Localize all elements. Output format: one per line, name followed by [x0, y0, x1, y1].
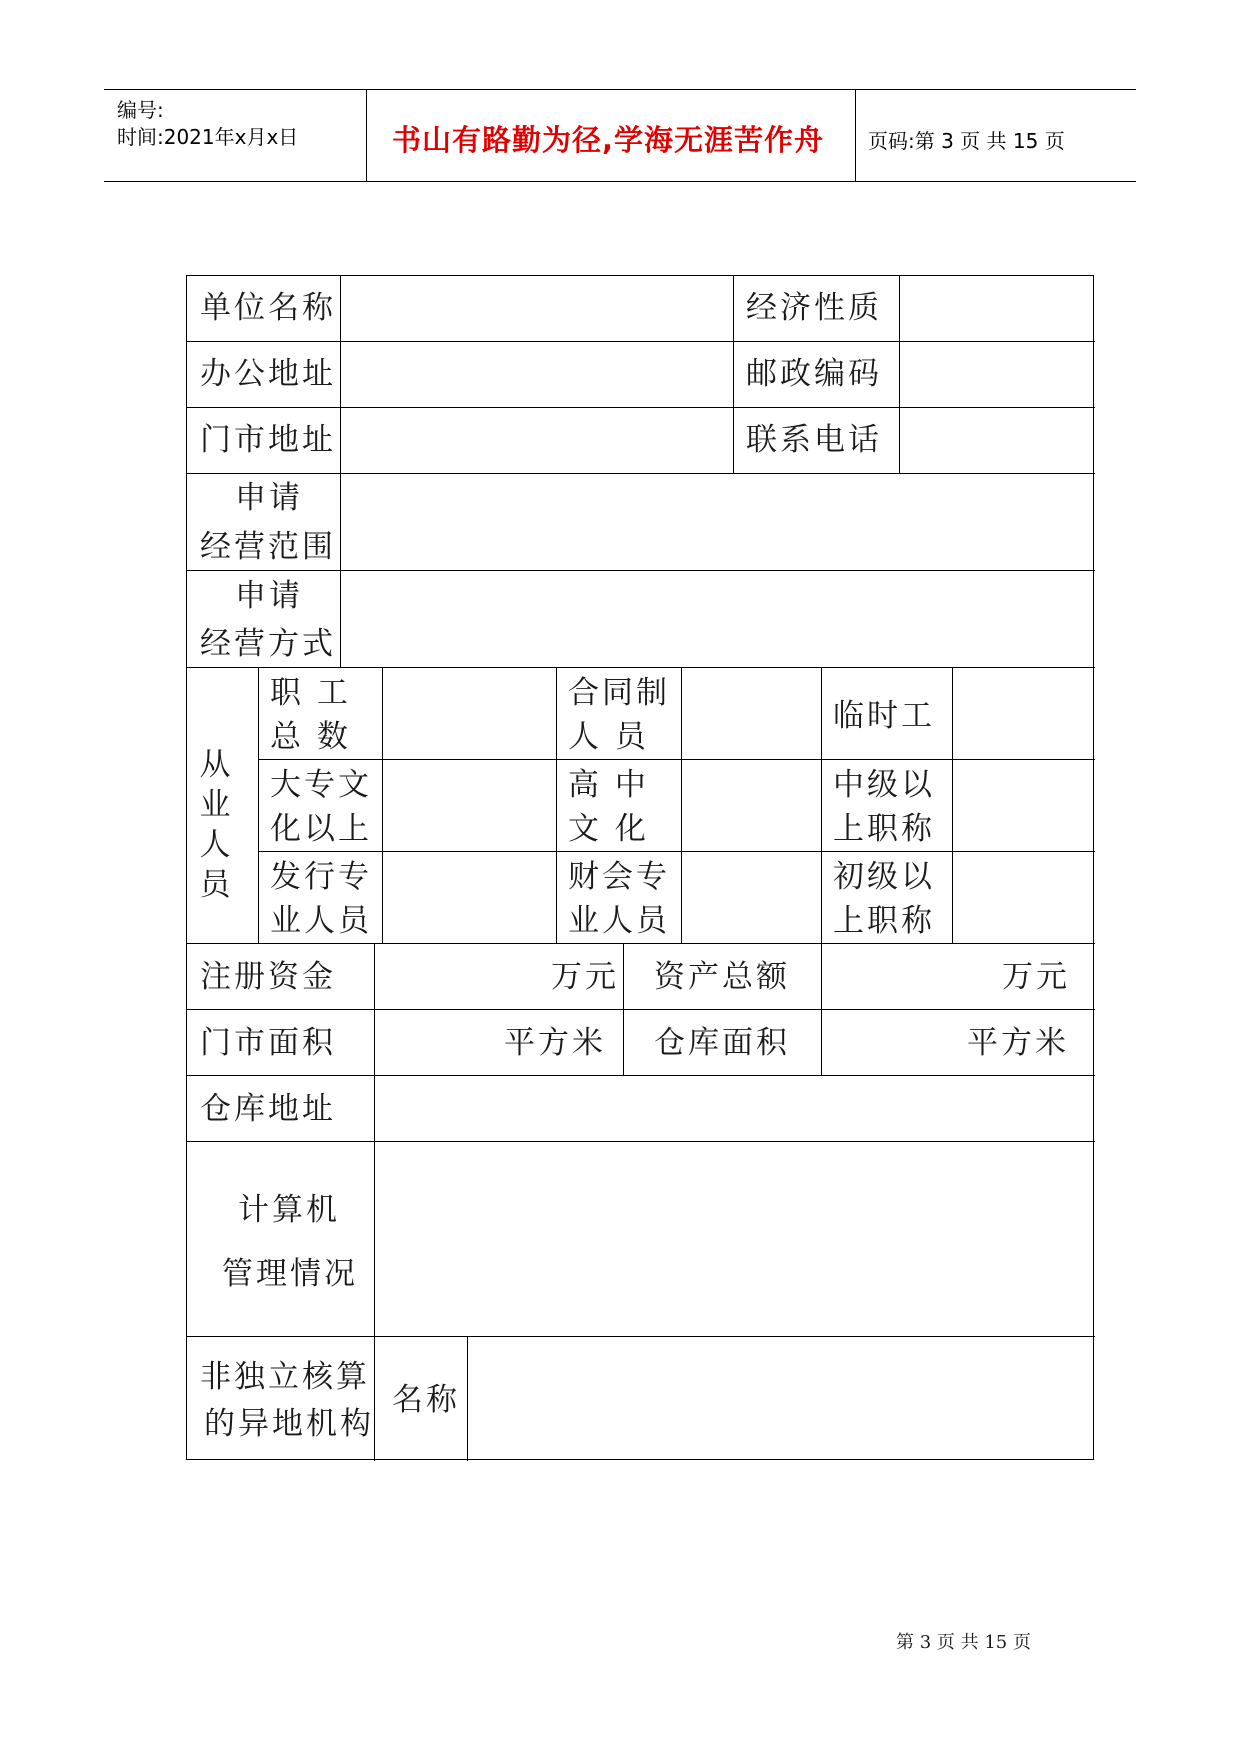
label-total-staff-line1: 职 工: [270, 675, 351, 711]
col-rule: [340, 276, 341, 473]
label-warehouse-address: 仓库地址: [200, 1091, 336, 1127]
capital-unit: 万元: [551, 959, 619, 995]
row-rule: [187, 1336, 1095, 1337]
label-mid-title-line2: 上职称: [833, 811, 935, 847]
row-rule: [187, 943, 1095, 944]
col-rule: [623, 943, 624, 1075]
row-rule: [187, 407, 1095, 408]
header-top-rule: [104, 89, 1136, 90]
label-business-mode-line1: 申请: [235, 578, 303, 614]
label-junior-title-line1: 初级以: [833, 859, 935, 895]
label-computer-line2: 管理情况: [222, 1256, 358, 1292]
label-computer-line1: 计算机: [238, 1192, 340, 1228]
store-area-unit: 平方米: [504, 1025, 606, 1061]
label-economic-nature: 经济性质: [746, 290, 882, 326]
label-staff-group: 从业人员: [199, 747, 231, 903]
col-rule: [821, 667, 822, 943]
row-rule: [258, 851, 1095, 852]
label-office-address: 办公地址: [200, 356, 336, 392]
col-rule: [374, 1336, 375, 1461]
col-rule: [467, 1336, 468, 1461]
assets-unit: 万元: [1002, 959, 1070, 995]
doc-time-label: 时间:2021年x月x日: [117, 125, 299, 149]
col-rule: [821, 943, 822, 1075]
row-rule: [187, 341, 1095, 342]
row-rule: [258, 759, 1095, 760]
label-finance-line2: 业人员: [568, 903, 670, 939]
col-rule: [258, 667, 259, 943]
label-contact-phone: 联系电话: [746, 422, 882, 458]
header-divider-right: [855, 89, 856, 181]
row-rule: [187, 667, 1095, 668]
doc-number-label: 编号:: [117, 98, 164, 122]
col-rule: [340, 473, 341, 667]
label-registered-capital: 注册资金: [200, 959, 336, 995]
label-branch-name: 名称: [392, 1382, 460, 1418]
col-rule: [899, 276, 900, 473]
label-high-school-line2: 文 化: [568, 811, 649, 847]
label-branch-line2: 的异地机构: [204, 1406, 374, 1442]
col-rule: [681, 667, 682, 943]
row-rule: [187, 1141, 1095, 1142]
label-business-mode-line2: 经营方式: [200, 626, 336, 662]
label-warehouse-area: 仓库面积: [654, 1025, 790, 1061]
row-rule: [187, 1075, 1095, 1076]
label-junior-title-line2: 上职称: [833, 903, 935, 939]
label-temp-worker: 临时工: [833, 698, 935, 734]
label-store-address: 门市地址: [200, 422, 336, 458]
header-bottom-rule: [104, 181, 1136, 182]
label-publishing-line1: 发行专: [270, 859, 372, 895]
label-high-school-line1: 高 中: [568, 767, 649, 803]
label-business-scope-line2: 经营范围: [200, 529, 336, 565]
warehouse-area-unit: 平方米: [967, 1025, 1069, 1061]
label-unit-name: 单位名称: [200, 290, 336, 326]
col-rule: [952, 667, 953, 943]
label-contract-staff-line1: 合同制: [568, 675, 670, 711]
row-rule: [187, 1009, 1095, 1010]
page-info: 页码:第 3 页 共 15 页: [868, 129, 1065, 153]
motto-text: 书山有路勤为径,学海无涯苦作舟: [392, 123, 825, 157]
label-branch-line1: 非独立核算: [200, 1359, 370, 1395]
label-postal-code: 邮政编码: [746, 356, 882, 392]
col-rule: [733, 276, 734, 473]
col-rule: [556, 667, 557, 943]
label-publishing-line2: 业人员: [270, 903, 372, 939]
row-rule: [187, 570, 1095, 571]
label-mid-title-line1: 中级以: [833, 767, 935, 803]
col-rule: [374, 943, 375, 1336]
label-contract-staff-line2: 人 员: [568, 719, 649, 755]
label-total-staff-line2: 总 数: [270, 719, 351, 755]
label-total-assets: 资产总额: [654, 959, 790, 995]
label-college-line2: 化以上: [270, 811, 372, 847]
footer-page-number: 第 3 页 共 15 页: [896, 1632, 1031, 1653]
row-rule: [187, 473, 1095, 474]
label-college-line1: 大专文: [270, 767, 372, 803]
label-store-area: 门市面积: [200, 1025, 336, 1061]
header-divider-left: [366, 89, 367, 181]
col-rule: [382, 667, 383, 943]
label-finance-line1: 财会专: [568, 859, 670, 895]
label-business-scope-line1: 申请: [235, 480, 303, 516]
